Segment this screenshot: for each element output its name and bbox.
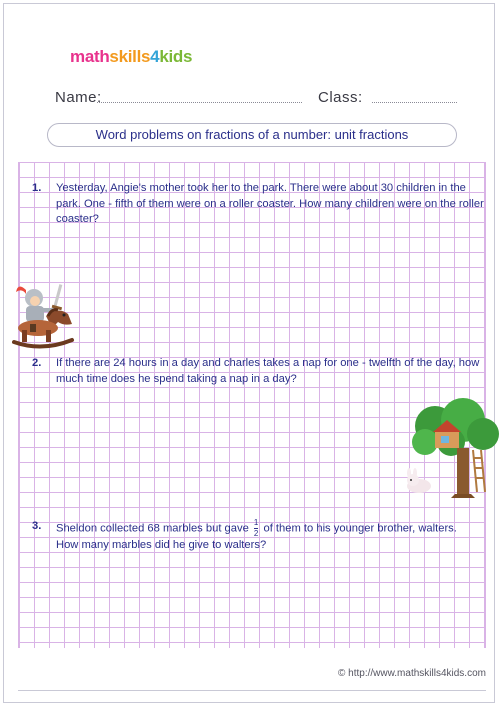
fraction-one-half [254,519,258,538]
question-text: of them to his younger brother, walters. [263,522,457,535]
question-text: Sheldon collected 68 marbles but gave [56,522,249,535]
worksheet-title: Word problems on fractions of a number: unit fractions [47,123,457,147]
class-field[interactable] [372,102,457,103]
question-2 [32,356,492,390]
question-number: 2. [32,357,42,369]
question-3 [32,519,492,553]
footer-copyright: © http://www.mathskills4kids.com [338,668,486,679]
mathskills4kids-logo [70,47,192,67]
question-number: 3. [32,520,42,532]
logo-text-skills: skills [109,47,151,66]
fraction-numerator: 1 [253,518,259,527]
name-label: Name: [55,89,102,106]
question-text-line: Yesterday, Angie's mother took her to the park. There were about 30 children in the [56,182,466,194]
question-text-line: park. One - fifth of them were on a roller coaster. How many children were on the roller [56,197,484,210]
logo-text-4: 4 [150,47,160,66]
name-field[interactable] [97,102,302,103]
logo-text-math: math [70,47,110,66]
class-label: Class: [318,89,363,106]
question-text-line: much time does he spend taking a nap in a day? [56,372,297,385]
treehouse-illustration [405,398,500,498]
question-text-line: coaster? [56,213,99,225]
question-number: 1. [32,182,42,194]
logo-text-kids: kids [159,47,193,66]
question-1 [32,181,492,231]
question-text-line: If there are 24 hours in a day and charles takes a nap for one - twelfth of the day, how [56,357,480,369]
question-text-line: How many marbles did he give to walters? [56,539,267,551]
knight-rocking-horse-illustration [12,280,84,356]
fraction-denominator: 2 [253,529,259,538]
footer-divider [18,690,486,691]
question-text-line [56,519,457,538]
